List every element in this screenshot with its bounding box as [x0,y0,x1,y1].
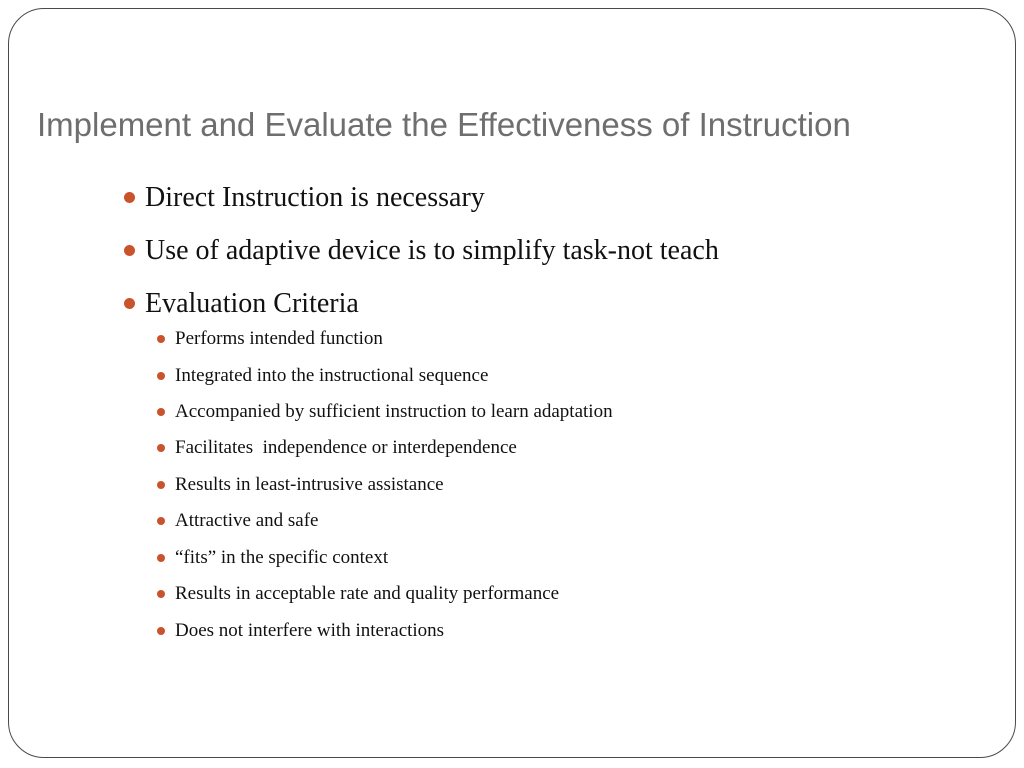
bullet-dot-icon [157,444,165,452]
sub-bullet-item [175,400,613,424]
sub-bullet-item [175,582,559,606]
sub-bullet-text: Does not interfere with interactions [175,620,445,641]
sub-bullet-text: “fits” in the specific context [175,547,389,568]
bullet-item [145,234,719,268]
sub-bullet-text: Integrated into the instructional sequence [175,365,489,386]
bullet-dot-icon [124,298,135,309]
sub-bullet-item [175,364,488,388]
sub-bullet-item [175,546,388,570]
sub-bullet-text: Attractive and safe [175,510,319,531]
sub-bullet-item [175,436,517,460]
slide [8,8,1016,758]
bullet-text: Evaluation Criteria [145,288,359,319]
bullet-item [145,181,485,215]
sub-bullet-item [175,619,444,643]
bullet-text: Use of adaptive device is to simplify task-not teach [145,235,719,266]
bullet-dot-icon [157,372,165,380]
bullet-dot-icon [124,192,135,203]
bullet-dot-icon [157,335,165,343]
sub-bullet-text: Results in least-intrusive assistance [175,474,444,495]
bullet-text: Direct Instruction is necessary [145,182,485,213]
bullet-dot-icon [157,627,165,635]
bullet-dot-icon [157,517,165,525]
sub-bullet-text: Accompanied by sufficient instruction to learn adaptation [175,401,613,422]
slide-title: Implement and Evaluate the Effectiveness of Instruction [37,106,851,143]
bullet-dot-icon [157,481,165,489]
bullet-dot-icon [157,408,165,416]
sub-bullet-item [175,327,383,351]
bullet-dot-icon [157,590,165,598]
sub-bullet-text: Results in acceptable rate and quality performance [175,583,560,604]
sub-bullet-item [175,509,318,533]
bullet-item [145,287,359,321]
sub-bullet-text: Facilitates independence or interdependence [175,437,517,458]
sub-bullet-item [175,473,444,497]
bullet-dot-icon [124,245,135,256]
sub-bullet-text: Performs intended function [175,328,383,349]
bullet-dot-icon [157,554,165,562]
